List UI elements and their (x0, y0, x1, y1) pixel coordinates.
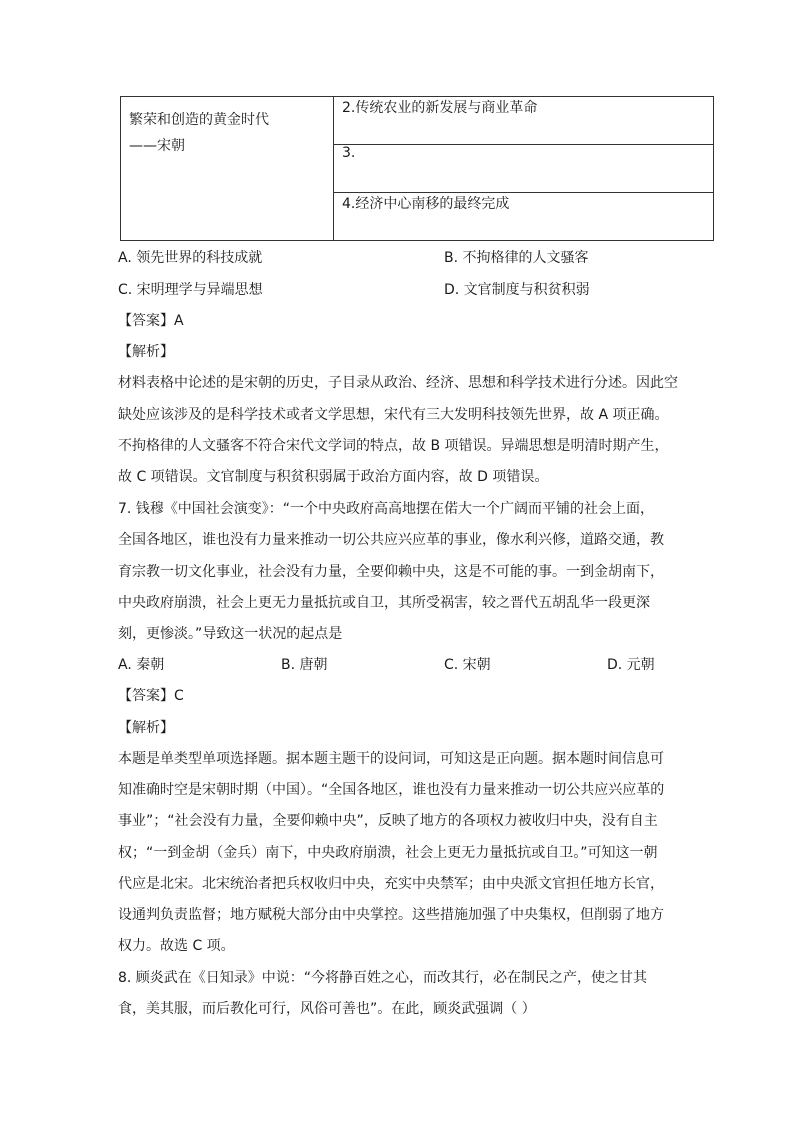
q7-option-b: B. 唐朝 (281, 657, 328, 673)
q7-option-a: A. 秦朝 (118, 657, 165, 673)
q7-analysis-line: 权力。故选 C 项。 (118, 938, 235, 954)
q7-stem-line: 7. 钱穆《中国社会演变》：“一个中央政府高高地摆在偌大一个广阔而平铺的社会上面， (118, 501, 655, 517)
table-row-4: 4.经济中心南移的最终完成 (334, 193, 714, 241)
q6-analysis-line: 缺处应该涉及的是科学技术或者文学思想，宋代有三大发明科技领先世界，故 A 项正确。 (118, 407, 669, 423)
table-left-cell (121, 97, 334, 241)
table-row-3: 3. (334, 145, 714, 193)
q6-option-a: A. 领先世界的科技成就 (118, 250, 263, 266)
q6-option-b: B. 不拘格律的人文骚客 (444, 250, 589, 266)
table-left-title: 繁荣和创造的黄金时代 (129, 112, 269, 128)
q7-analysis-label: 【解析】 (118, 720, 174, 736)
q7-answer: 【答案】C (118, 688, 184, 704)
q6-analysis-line: 不拘格律的人文骚客不符合宋代文学词的特点，故 B 项错误。异端思想是明清时期产生， (118, 438, 669, 454)
q7-analysis-line: 代应是北宋。北宋统治者把兵权收归中央，充实中央禁军；由中央派文官担任地方长官， (118, 876, 664, 892)
q7-analysis-line: 事业”；“社会没有力量，全要仰赖中央”，反映了地方的各项权力被收归中央，没有自主 (118, 813, 658, 829)
q6-answer: 【答案】A (118, 313, 184, 329)
q7-analysis-line: 知准确时空是宋朝时期（中国）。“全国各地区，谁也没有力量来推动一切公共应兴应革的 (118, 782, 665, 798)
q8-stem-line: 食，美其服，而后教化可行，风俗可善也”。在此，顾炎武强调（ ） (118, 1001, 536, 1017)
q7-option-c: C. 宋朝 (444, 657, 491, 673)
q7-stem-line: 全国各地区，谁也没有力量来推动一切公共应兴应革的事业，像水利兴修，道路交通，教 (118, 532, 664, 548)
q6-analysis-line: 故 C 项错误。文官制度与积贫积弱属于政治方面内容，故 D 项错误。 (118, 469, 549, 485)
q7-analysis-line: 设通判负责监督；地方赋税大部分由中央掌控。这些措施加强了中央集权，但削弱了地方 (118, 907, 664, 923)
q6-option-c: C. 宋明理学与异端思想 (118, 282, 263, 298)
table-row-2: 2.传统农业的新发展与商业革命 (334, 97, 714, 145)
outline-table (120, 96, 714, 241)
q6-analysis-label: 【解析】 (118, 344, 174, 360)
q6-analysis-line: 材料表格中论述的是宋朝的历史，子目录从政治、经济、思想和科学技术进行分述。因此空 (118, 375, 678, 391)
q7-stem-line: 刻，更惨淡。”导致这一状况的起点是 (118, 626, 343, 642)
table-left-subtitle: ——宋朝 (129, 138, 185, 154)
q6-option-d: D. 文官制度与积贫积弱 (444, 282, 590, 298)
q7-stem-line: 中央政府崩溃，社会上更无力量抵抗或自卫，其所受祸害，较之晋代五胡乱华一段更深 (118, 595, 650, 611)
q7-option-d: D. 元朝 (607, 657, 655, 673)
q8-stem-line: 8. 顾炎武在《日知录》中说：“今将静百姓之心，而改其行，必在制民之产，使之甘其 (118, 970, 648, 986)
q7-analysis-line: 本题是单类型单项选择题。据本题主题干的设问词，可知这是正向题。据本题时间信息可 (118, 751, 664, 767)
q7-stem-line: 育宗教一切文化事业，社会没有力量，全要仰赖中央，这是不可能的事。一到金胡南下， (118, 564, 664, 580)
q7-analysis-line: 权；“一到金胡（金兵）南下，中央政府崩溃，社会上更无力量抵抗或自卫。”可知这一朝 (118, 845, 658, 861)
